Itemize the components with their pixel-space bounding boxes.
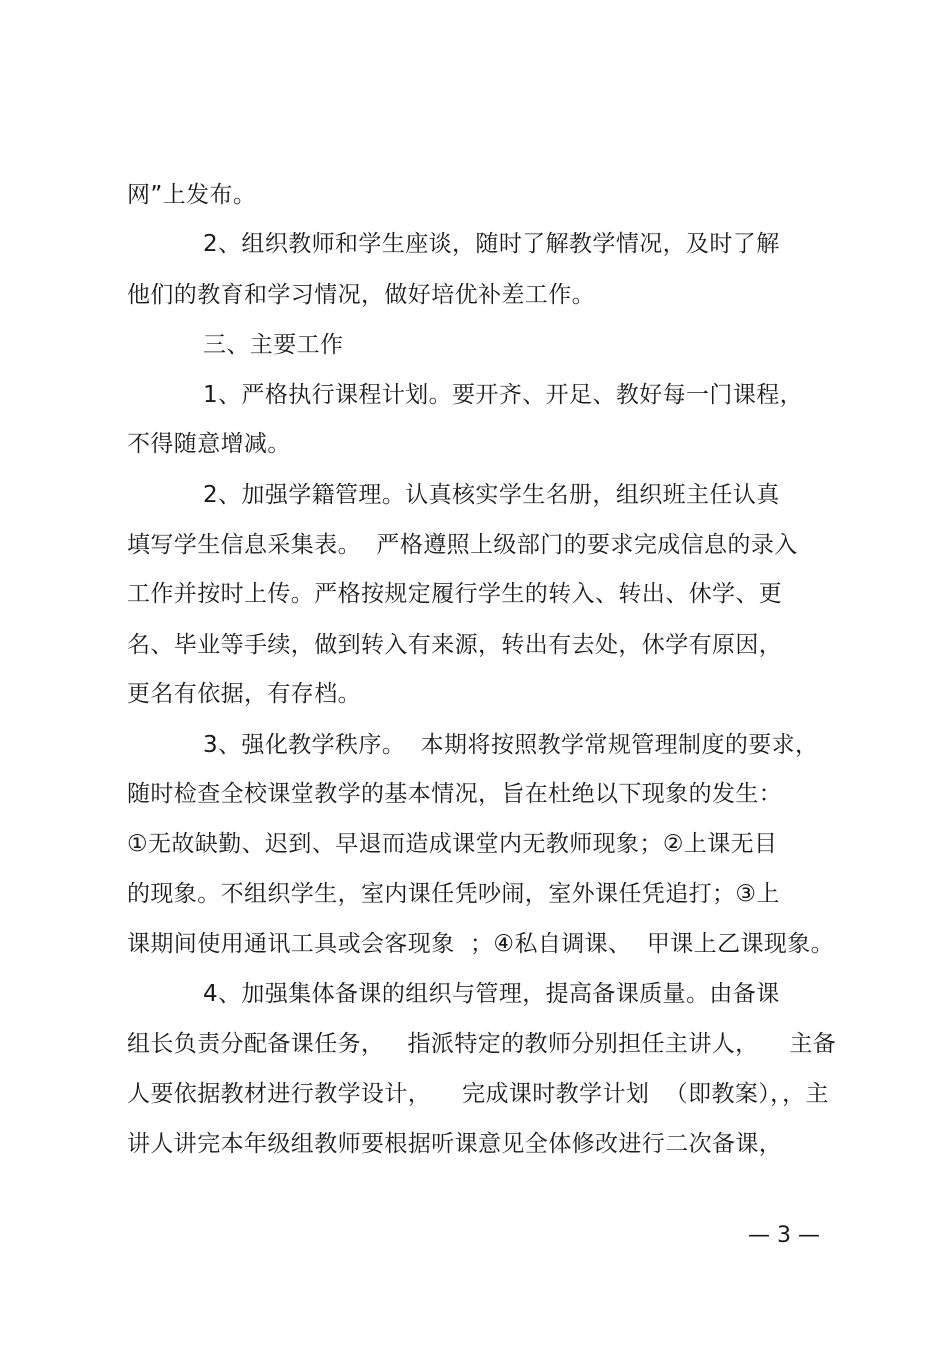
text-line-6: 不得随意增减。 [127, 431, 291, 457]
text-line-12: 3、强化教学秩序。 本期将按照教学常规管理制度的要求， [203, 732, 819, 758]
text-line-13: 随时检查全校课堂教学的基本情况，旨在杜绝以下现象的发生： [127, 781, 783, 807]
text-line-17: 4、加强集体备课的组织与管理，提高备课质量。由备课 [203, 981, 780, 1007]
text-line-7: 2、加强学籍管理。认真核实学生名册，组织班主任认真 [203, 482, 780, 508]
text-line-18: 组长负责分配备课任务， 指派特定的教师分别担任主讲人， 主备 [127, 1031, 837, 1057]
text-line-16: 课期间使用通讯工具或会客现象 ；④私自调课、 甲课上乙课现象。 [127, 931, 835, 957]
text-line-15: 的现象。不组织学生，室内课任凭吵闹，室外课任凭追打；③上 [127, 881, 780, 907]
text-line-5: 1、严格执行课程计划。要开齐、开足、教好每一门课程， [203, 382, 804, 408]
text-line-20: 讲人讲完本年级组教师要根据听课意见全体修改进行二次备课， [127, 1131, 783, 1157]
text-line-14: ①无故缺勤、迟到、早退而造成课堂内无教师现象；②上课无目 [127, 831, 778, 857]
text-line-19: 人要依据教材进行教学设计， 完成课时教学计划 （即教案），，主 [127, 1081, 829, 1107]
text-line-11: 更名有依据，有存档。 [127, 681, 361, 707]
text-line-1: 网”上发布。 [127, 182, 257, 208]
text-line-8: 填写学生信息采集表。 严格遵照上级部门的要求完成信息的录入 [127, 532, 798, 558]
section-heading: 三、主要工作 [203, 332, 344, 358]
page-number: — 3 — [748, 1223, 820, 1248]
text-line-2: 2、组织教师和学生座谈，随时了解教学情况，及时了解 [203, 231, 780, 257]
text-line-3: 他们的教育和学习情况，做好培优补差工作。 [127, 282, 595, 308]
text-line-9: 工作并按时上传。严格按规定履行学生的转入、转出、休学、更 [127, 581, 783, 607]
text-line-10: 名、毕业等手续，做到转入有来源，转出有去处，休学有原因， [127, 632, 783, 658]
